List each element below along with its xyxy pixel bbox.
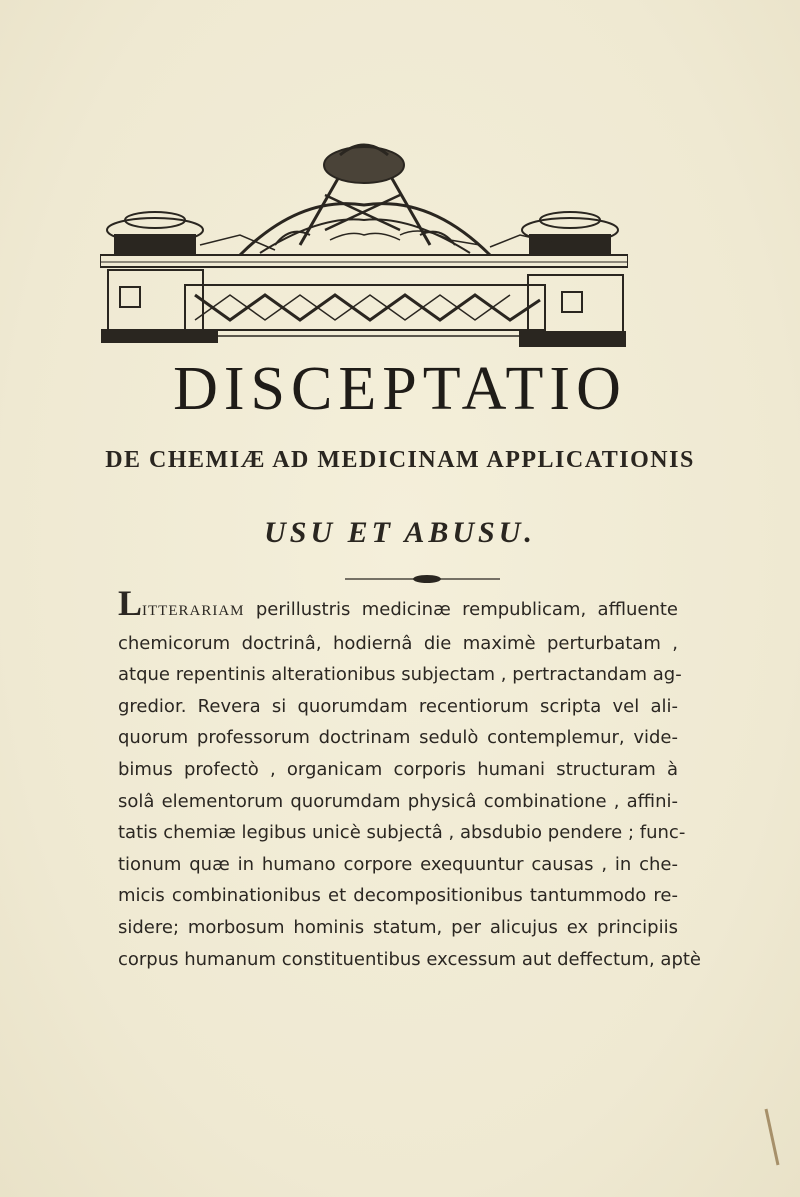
subtitle: DE CHEMIÆ AD MEDICINAM APPLICATIONIS bbox=[105, 447, 695, 473]
body-line: corpus humanum constituentibus excessum aut deffectum, aptè bbox=[118, 948, 701, 970]
body-line: tionum quæ in humano corpore exequuntur causas , in che- bbox=[118, 853, 678, 875]
body-line: micis combinationibus et decompositionibus tantummodo re- bbox=[118, 885, 678, 907]
body-line: solâ elementorum quorumdam physicâ combinatione , affini- bbox=[118, 790, 678, 812]
paper-mark-icon bbox=[762, 1107, 782, 1167]
body-paragraph bbox=[118, 583, 701, 975]
first-line-text: perillustris medicinæ rempublicam, affluente bbox=[244, 599, 678, 620]
body-line: tatis chemiæ legibus unicè subjectâ , absdubio pendere ; func- bbox=[118, 822, 686, 844]
drop-cap: L bbox=[118, 583, 143, 623]
body-line: chemicorum doctrinâ, hodiernâ die maximè perturbatam , bbox=[118, 632, 678, 654]
body-line: gredior. Revera si quorumdam recentiorum scripta vel ali- bbox=[118, 695, 678, 717]
body-line: atque repentinis alterationibus subjectam , pertractandam ag- bbox=[118, 664, 682, 686]
body-line-first bbox=[118, 585, 678, 628]
page-title: DISCEPTATIO bbox=[173, 355, 627, 423]
subtitle-secondary: USU ET ABUSU. bbox=[264, 516, 536, 549]
body-line: sidere; morbosum hominis statum, per alicujus ex principiis bbox=[118, 916, 678, 938]
body-line: bimus profectò , organicam corporis humani structuram à bbox=[118, 758, 678, 780]
headpiece-ornament-icon bbox=[100, 135, 628, 355]
decorative-rule-icon bbox=[345, 574, 500, 584]
opening-word-smallcaps: ITTERARIAM bbox=[142, 603, 245, 619]
body-line: quorum professorum doctrinam sedulò contemplemur, vide- bbox=[118, 727, 678, 749]
